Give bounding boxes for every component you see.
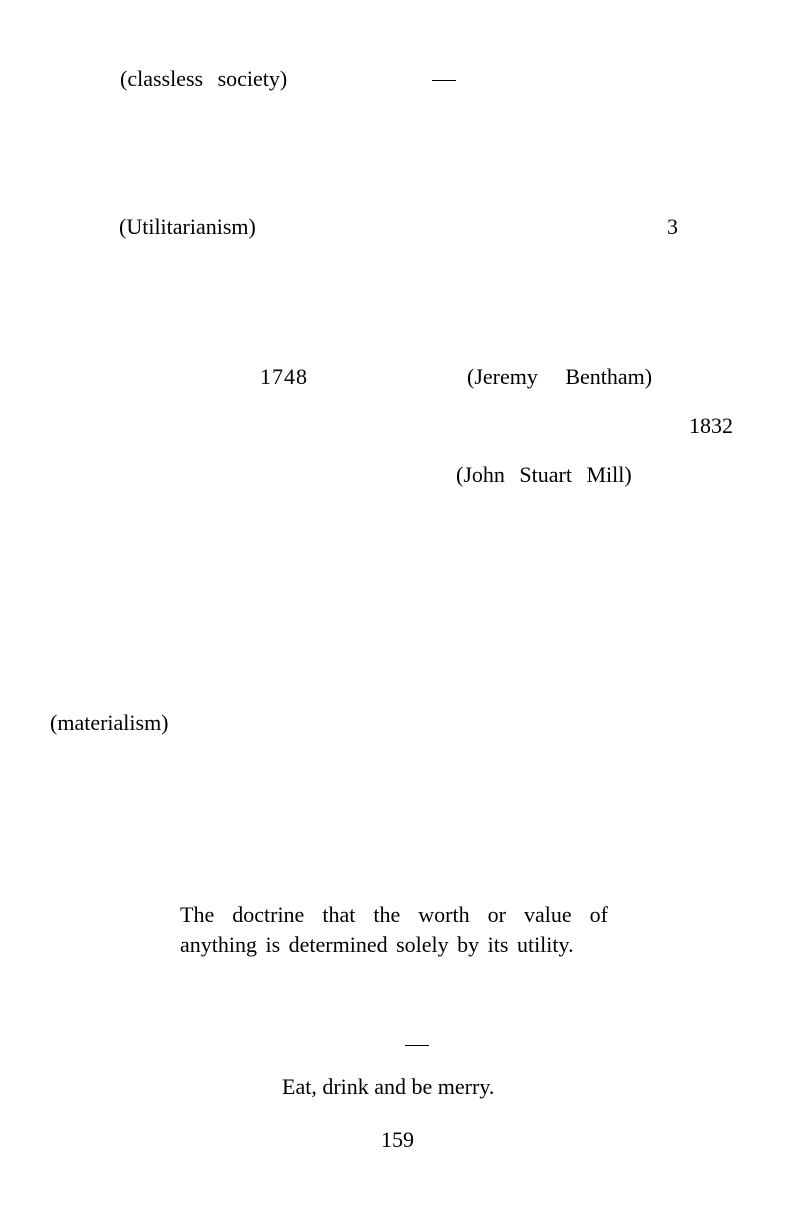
em-dash-top — [432, 80, 456, 81]
name-jeremy-bentham: (Jeremy Bentham) — [467, 364, 653, 389]
motto: Eat, drink and be merry. — [282, 1074, 495, 1099]
year-1832: 1832 — [689, 413, 733, 438]
em-dash-bottom — [405, 1045, 429, 1046]
reference-number: 3 — [667, 214, 678, 239]
term-classless-society: (classless society) — [120, 66, 288, 91]
year-1748: 1748 — [260, 364, 308, 389]
term-utilitarianism: (Utilitarianism) — [119, 214, 256, 239]
name-john-stuart-mill: (John Stuart Mill) — [456, 462, 632, 487]
page-number: 159 — [381, 1127, 414, 1152]
definition-quote: The doctrine that the worth or value of anything is determined solely by its utility. — [180, 902, 608, 957]
term-materialism: (materialism) — [50, 710, 169, 735]
